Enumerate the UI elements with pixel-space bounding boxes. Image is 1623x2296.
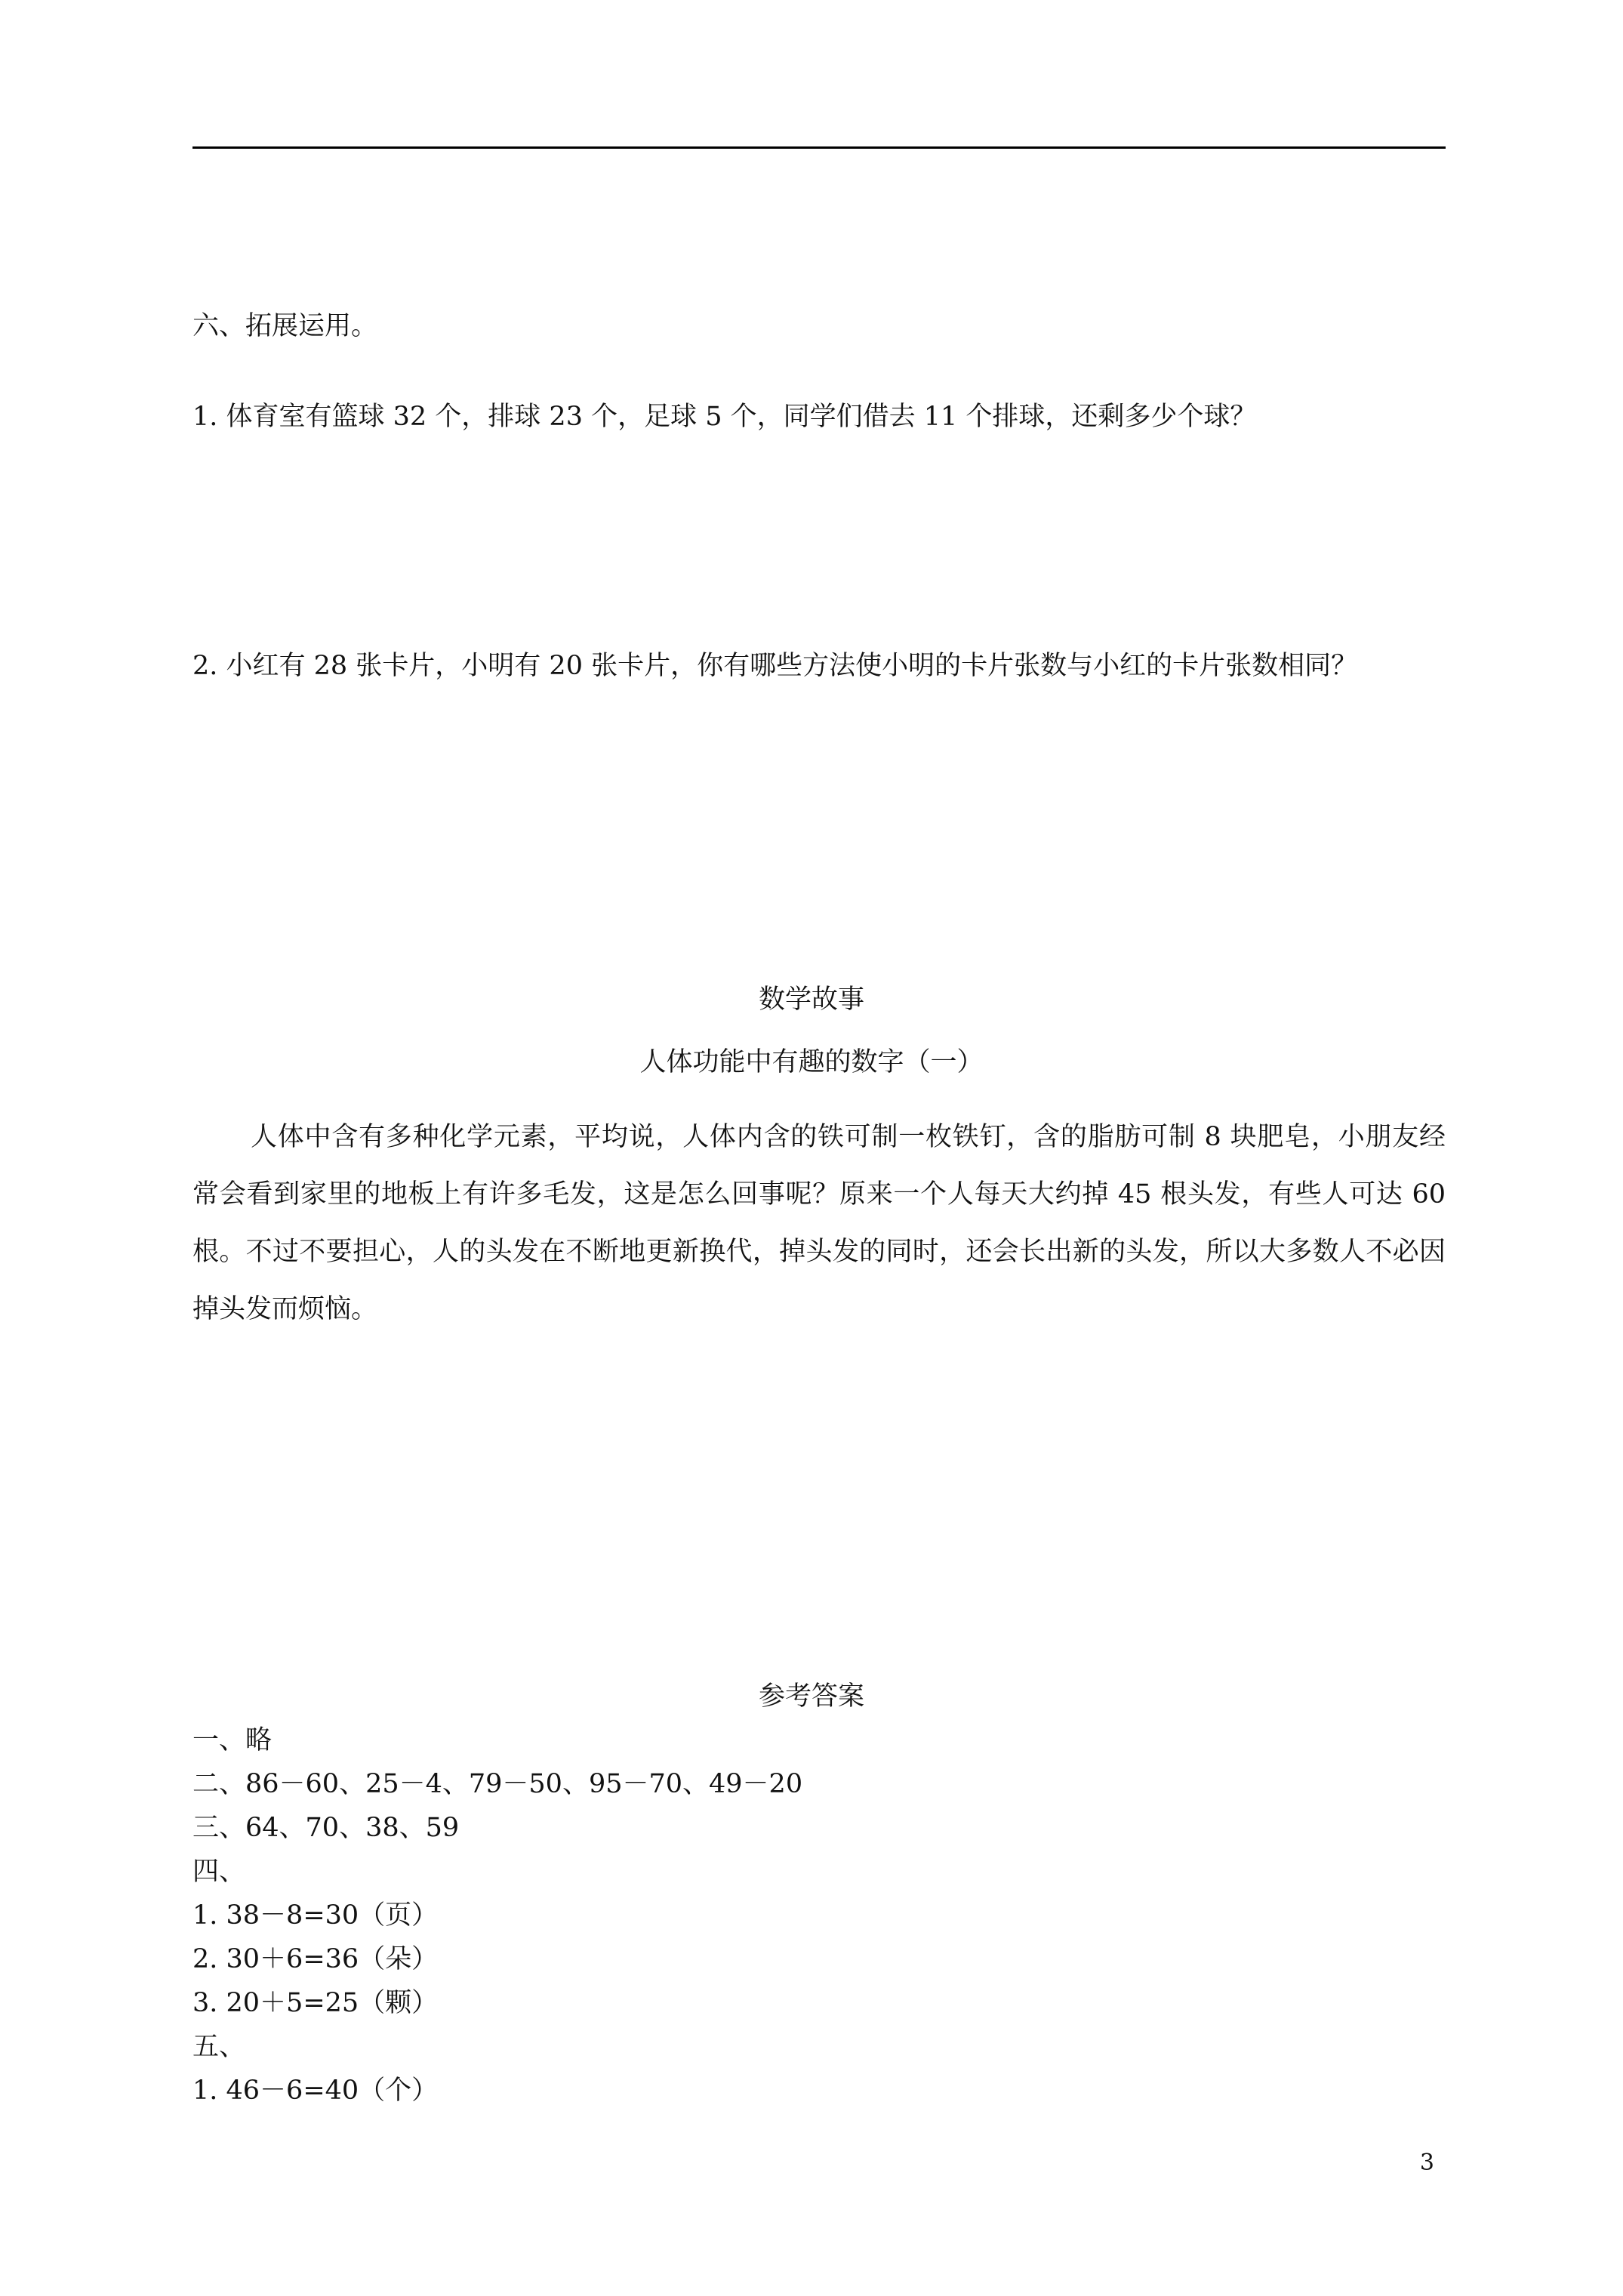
section-six-title: 六、拓展运用。 xyxy=(192,311,378,341)
answer-line: 2. 30＋6=36（朵） xyxy=(192,1944,439,1974)
answer-line: 二、86－60、25－4、79－50、95－70、49－20 xyxy=(192,1769,803,1799)
story-heading: 数学故事 xyxy=(758,985,864,1015)
answers-heading: 参考答案 xyxy=(758,1681,864,1712)
answer-line: 四、 xyxy=(192,1857,246,1887)
answer-line: 1. 38－8=30（页） xyxy=(192,1900,439,1931)
story-body: 人体中含有多种化学元素，平均说，人体内含的铁可制一枚铁钉，含的脂肪可制 8 块肥皂，小朋友经常会看到家里的地板上有许多毛发，这是怎么回事呢？原来一个人每天大约掉 45 根头发，有些人可达 60 根。不过不要担心，人的头发在不断地更新换代，掉头发的同时，还会长出新的头发，所以大多数人不必因掉头发而烦恼。 xyxy=(192,1122,1446,1324)
answer-line: 五、 xyxy=(192,2032,246,2062)
answer-line: 一、略 xyxy=(192,1725,273,1755)
answer-line: 3. 20＋5=25（颗） xyxy=(192,1988,439,2018)
answer-line: 1. 46－6=40（个） xyxy=(192,2076,439,2106)
story-title: 人体功能中有趣的数字（一） xyxy=(639,1047,984,1077)
answer-line: 三、64、70、38、59 xyxy=(192,1813,460,1843)
question-1: 1. 体育室有篮球 32 个，排球 23 个，足球 5 个，同学们借去 11 个排球，还剩多少个球？ xyxy=(192,402,1257,432)
header-rule xyxy=(192,146,1446,149)
question-2: 2. 小红有 28 张卡片，小明有 20 张卡片，你有哪些方法使小明的卡片张数与小红的卡片张数相同？ xyxy=(192,651,1358,681)
page-number: 3 xyxy=(1419,2150,1434,2176)
